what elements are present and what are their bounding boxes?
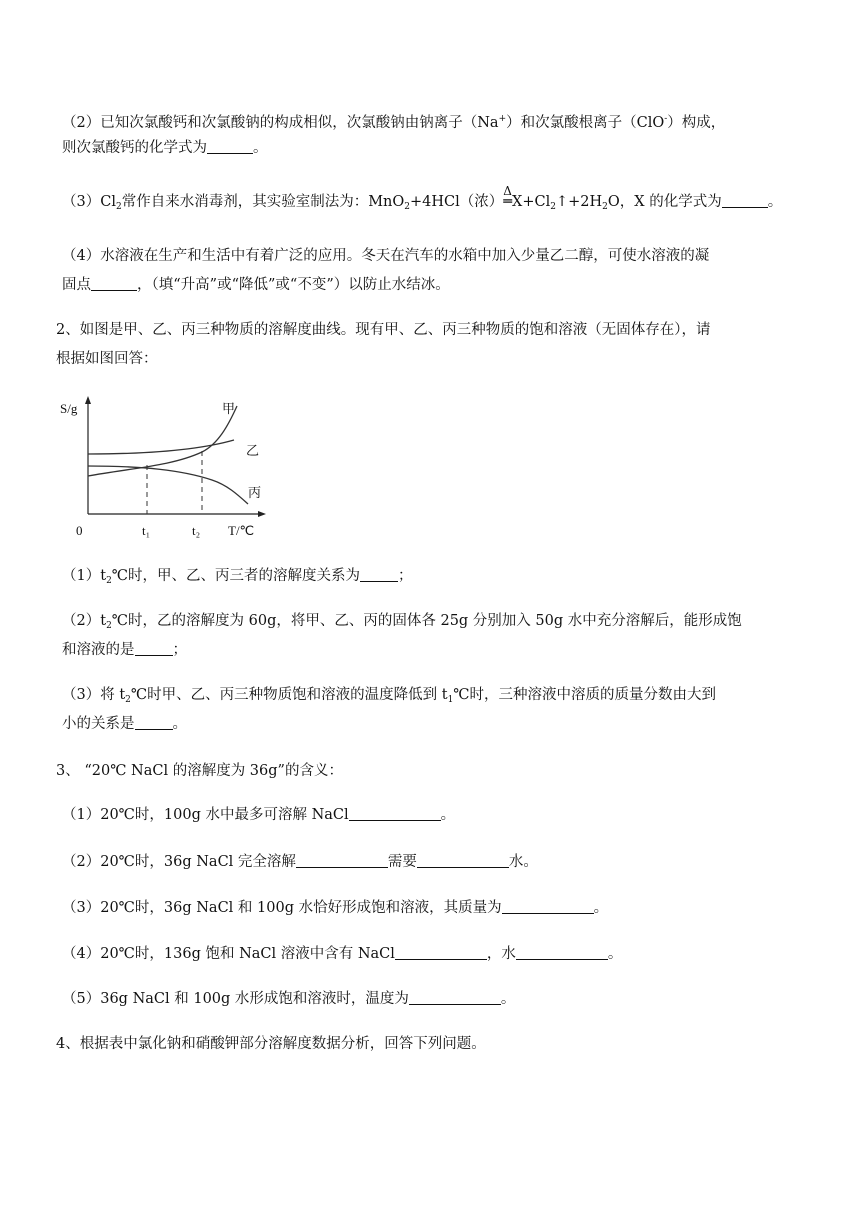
answer-blank[interactable]: [349, 806, 441, 821]
curve-jia: [88, 406, 237, 476]
q2-sub1: $(1)t_2℃$时，甲、乙、丙三者的溶解度关系为 ；: [62, 568, 413, 586]
series-label-jia: 甲: [222, 401, 236, 416]
q1-part2-line1: （2）已知次氯酸钙和次氯酸钠的构成相似，次氯酸钠由钠离子（Na+）和次氯酸根离子（ClO-）构成，: [62, 114, 726, 131]
answer-blank[interactable]: [722, 193, 768, 208]
origin-label: 0: [76, 523, 83, 538]
solubility-curve-figure: [52, 392, 282, 550]
series-label-bing: 丙: [248, 485, 262, 500]
answer-blank[interactable]: [395, 945, 487, 960]
q3-item4: （4）20℃时，136g 饱和 NaCl 溶液中含有 NaCl ，水 。: [62, 946, 623, 962]
answer-blank[interactable]: [417, 853, 509, 868]
q1-part2-line2: 则次氯酸钙的化学式为 。: [62, 140, 268, 156]
answer-blank[interactable]: [91, 276, 137, 291]
q2-intro-line1: 2、如图是甲、乙、丙三种物质的溶解度曲线。现有甲、乙、丙三种物质的饱和溶液（无固体存在），请: [56, 322, 711, 338]
q3-item2: （2）20℃时，36g NaCl 完全溶解 需要 水。: [62, 854, 538, 870]
q1-part4-line1: （4）水溶液在生产和生活中有着广泛的应用。冬天在汽车的水箱中加入少量乙二醇，可使水溶液的凝: [62, 248, 710, 264]
answer-blank[interactable]: [360, 567, 398, 582]
answer-blank[interactable]: [409, 990, 501, 1005]
curve-yi: [88, 440, 234, 454]
answer-blank[interactable]: [207, 139, 253, 154]
q3-item3: （3）20℃时，36g NaCl 和 100g 水恰好形成饱和溶液，其质量为 。: [62, 900, 609, 916]
q2-sub3-line2: 小的关系是 。: [62, 716, 187, 732]
q4-title: 4、根据表中氯化钠和硝酸钾部分溶解度数据分析，回答下列问题。: [56, 1036, 486, 1052]
q2-intro-line2: 根据如图回答：: [56, 351, 158, 367]
answer-blank[interactable]: [516, 945, 608, 960]
q2-sub2-line2: 和溶液的是 ；: [62, 642, 187, 658]
answer-blank[interactable]: [502, 899, 594, 914]
q3-item5: （5）36g NaCl 和 100g 水形成饱和溶液时，温度为 。: [62, 991, 516, 1007]
q3-title: 3、 “20℃ NaCl 的溶解度为 36g”的含义：: [56, 763, 343, 779]
answer-blank[interactable]: [296, 853, 388, 868]
heat-condition: Δ ═: [503, 184, 513, 210]
q1-part4-line2: 固点 ，（填“升高”或“降低”或“不变”）以防止水结冰。: [62, 277, 450, 293]
q1-part3: $(3)Cl_2$常作自来水消毒剂，其实验室制法为：MnO$_2$+4HCl（浓） Δ $═X+Cl_2↑+2H_2O$，X 的化学式为 。: [62, 184, 783, 212]
q2-sub2-line1: $(2)t_2℃$时，乙的溶解度为 60g，将甲、乙、丙的固体各 25g 分别加入 50g 水中充分溶解后，能形成饱: [62, 613, 742, 631]
q3-item1: （1）20℃时，100g 水中最多可溶解 NaCl 。: [62, 807, 456, 823]
y-axis-label: S/g: [60, 401, 78, 416]
y-axis-arrow: [85, 396, 91, 404]
q2-sub3-line1: （3）将 $t_2℃$时甲、乙、丙三种物质饱和溶液的温度降低到 $t_1℃$时，三种溶液中溶质的质量分数由大到: [62, 687, 717, 705]
t1-label: t₁: [142, 523, 151, 538]
t2-label: t₂: [192, 523, 201, 538]
x-axis-label: T/℃: [228, 523, 255, 538]
series-label-yi: 乙: [246, 443, 260, 458]
x-axis-arrow: [258, 511, 266, 517]
answer-blank[interactable]: [135, 641, 173, 656]
answer-blank[interactable]: [135, 715, 173, 730]
